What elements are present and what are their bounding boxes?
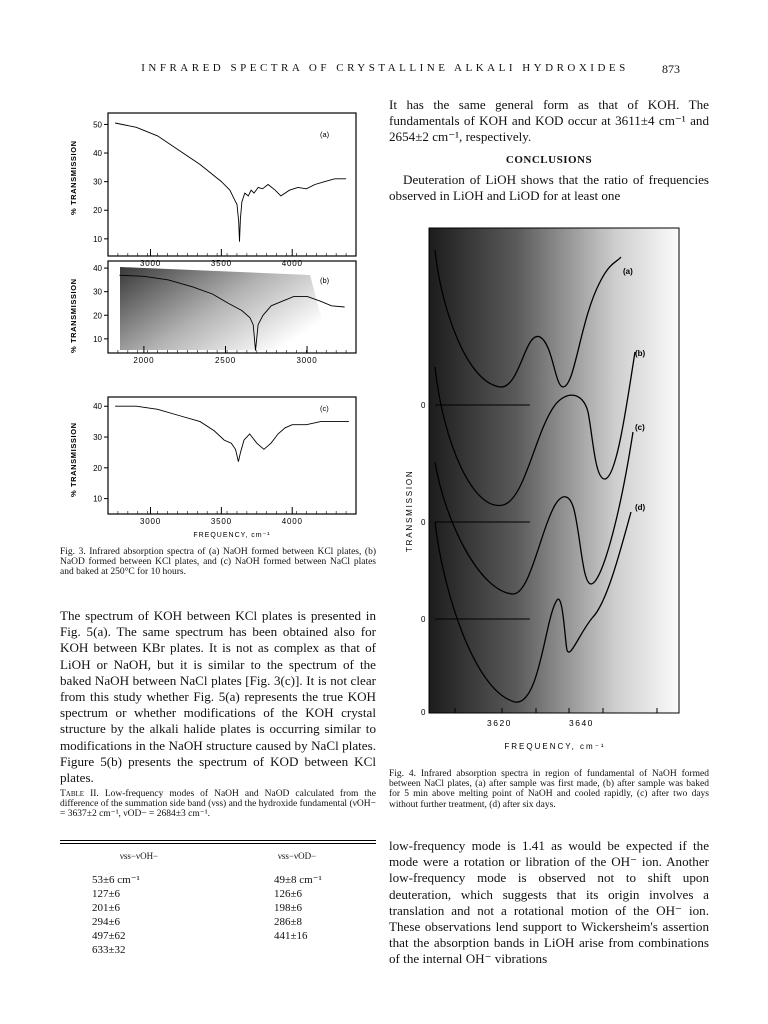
table-2 [60, 840, 376, 957]
svg-text:0: 0 [421, 708, 426, 717]
fig4-caption: Fig. 4. Infrared absorption spectra in region of fundamental of NaOH formed between NaCl plates, (a) after sample was first made, (b) after sample was baked for 5 min above melting point of NaOH and cooled rapidly, (c) after two days without further treatment, (d) after six days. [389, 769, 709, 810]
table-cell-oh: 53±6 cm⁻¹ [92, 874, 140, 886]
panel-c-frame [108, 397, 356, 514]
ytick-label: 10 [93, 234, 102, 244]
xtick-label: 4000 [281, 259, 303, 268]
panel-b-shading [120, 267, 330, 350]
page-number: 873 [662, 62, 680, 76]
fig3-panel-c [69, 397, 356, 539]
right-paragraph-top: It has the same general form as that of KOH. The fundamentals of KOH and KOD occur at 3611±4 cm⁻¹ and 2654±2 cm⁻¹, respectively. [389, 97, 709, 145]
xtick-label: 2000 [133, 356, 155, 365]
svg-text:0: 0 [421, 615, 426, 624]
fig4-shading [429, 228, 679, 713]
right-top-block [389, 97, 709, 204]
table-row [60, 943, 376, 957]
xtick-label: 2500 [214, 356, 236, 365]
fig4-label-d: (d) [635, 503, 646, 512]
xtick-label: 3500 [210, 517, 232, 526]
right-bottom-block [389, 838, 709, 968]
panel-a-frame [108, 113, 356, 256]
table-cell-od: 441±16 [274, 930, 308, 942]
panel-c-axes [93, 402, 356, 526]
ytick-label: 20 [93, 311, 102, 321]
panel-b-ylabel: % TRANSMISSION [69, 278, 78, 353]
ytick-label: 50 [93, 120, 102, 130]
table-row [60, 868, 376, 887]
fig3-panel-a [69, 113, 356, 268]
ytick-label: 10 [93, 334, 102, 344]
panel-c-spectrum-line [115, 406, 349, 462]
panel-a-label: (a) [320, 130, 330, 139]
table-cell-oh: 294±6 [92, 916, 121, 928]
ytick-label: 40 [93, 402, 102, 412]
left-paragraph: The spectrum of KOH between KCl plates is presented in Fig. 5(a). The same spectrum has been obtained also for KOH between KBr plates. It is not as complex as that of LiOH or NaOH, but it is similar to the spectrum of the baked NaOH between NaCl plates [Fig. 3(c)]. It is not clear from this study whether Fig. 5(a) represents the true KOH spectrum or whether modifications of the KOH crystal structure by the alkali halide plates is occurring similar to modifications in the NaOH structure caused by NaCl plates. Figure 5(b) presents the spectrum of KOD between KCl plates. [60, 608, 376, 786]
fig3-caption: Fig. 3. Infrared absorption spectra of (a) NaOH formed between KCl plates, (b) NaOD formed between KCl plates, and (c) NaOH formed between NaCl plates and baked at 250°C for 10 hours. [60, 547, 376, 578]
table-row [60, 887, 376, 901]
fig4-xtick-label-1: 3640 [569, 718, 594, 728]
table-cell-oh: 633±32 [92, 944, 126, 956]
fig4-xtick-label-0: 3620 [487, 718, 512, 728]
table-cell-od: 49±8 cm⁻¹ [274, 874, 322, 886]
fig4-label-a: (a) [623, 267, 633, 276]
fig4-caption-block [389, 769, 709, 810]
figure-4 [395, 222, 685, 762]
fig4-label-b: (b) [635, 349, 646, 358]
table-row [60, 901, 376, 915]
ytick-label: 40 [93, 149, 102, 159]
ytick-label: 10 [93, 494, 102, 504]
xtick-label: 3000 [296, 356, 318, 365]
right-paragraph-bottom: low-frequency mode is 1.41 as would be expected if the mode were a rotation or libration of the OH⁻ ion. Another low-frequency mode is observed not to shift upon deuteration, which suggests that its origin involves a translation and not a rotational motion of the OH⁻ ion. These observations lend support to Wickersheim's assertion that the absorption bands in LiOH arise from combinations of the internal OH⁻ vibrations [389, 838, 709, 967]
panel-c-ylabel: % TRANSMISSION [69, 422, 78, 497]
ytick-label: 40 [93, 264, 102, 274]
table2-caption-block [60, 789, 376, 820]
table-body [60, 868, 376, 957]
running-head: INFRARED SPECTRA OF CRYSTALLINE ALKALI HYDROXIDES [141, 62, 629, 74]
fig3-panel-b [69, 261, 356, 365]
fig4-xlabel: FREQUENCY, cm⁻¹ [504, 742, 606, 751]
table-cell-oh: 201±6 [92, 902, 121, 914]
table2-caption-label: Table II. [60, 789, 99, 799]
panel-a-ylabel: % TRANSMISSION [69, 140, 78, 215]
table-cell-od: 126±6 [274, 888, 303, 900]
ytick-label: 30 [93, 433, 102, 443]
xtick-label: 3500 [210, 259, 232, 268]
figure-3 [60, 105, 365, 555]
table-rule-top-2 [60, 843, 376, 844]
fig4-zero-labels [421, 401, 426, 717]
conclusions-heading: CONCLUSIONS [505, 153, 593, 166]
table-header-oh: νss−νOH− [119, 851, 159, 861]
table-row [60, 929, 376, 943]
fig4-ylabel: TRANSMISSION [405, 469, 414, 552]
panel-a-axes [93, 120, 356, 268]
panel-a-spectrum-line [115, 123, 346, 242]
svg-text:0: 0 [421, 518, 426, 527]
svg-text:0: 0 [421, 401, 426, 410]
table-2-grid [60, 847, 376, 957]
ytick-label: 30 [93, 287, 102, 297]
panel-b-label: (b) [320, 276, 330, 285]
fig4-label-c: (c) [635, 423, 645, 432]
table-header-od: νss−νOD− [277, 851, 317, 861]
table-cell-od: 286±8 [274, 916, 303, 928]
table-cell-od [218, 943, 376, 957]
fig3-caption-block [60, 547, 376, 578]
ytick-label: 30 [93, 177, 102, 187]
right-paragraph-conclusions: Deuteration of LiOH shows that the ratio of frequencies observed in LiOH and LiOD for at least one [389, 171, 709, 203]
table-row [60, 915, 376, 929]
ytick-label: 20 [93, 206, 102, 216]
panel-c-xlabel: FREQUENCY, cm⁻¹ [193, 532, 271, 539]
table-cell-oh: 127±6 [92, 888, 121, 900]
left-paragraph-block [60, 608, 376, 786]
xtick-label: 4000 [281, 517, 303, 526]
table-cell-oh: 497±62 [92, 930, 126, 942]
table2-caption-text: Low-frequency modes of NaOH and NaOD calculated from the difference of the summation side band (νss) and the hydroxide fundamental (νOH− = 3637±2 cm⁻¹, νOD− = 2684±3 cm⁻¹. [60, 789, 377, 820]
xtick-label: 3000 [140, 259, 162, 268]
ytick-label: 20 [93, 463, 102, 473]
panel-c-label: (c) [320, 404, 329, 413]
table-rule-top [60, 840, 376, 841]
xtick-label: 3000 [140, 517, 162, 526]
table-cell-od: 198±6 [274, 902, 303, 914]
